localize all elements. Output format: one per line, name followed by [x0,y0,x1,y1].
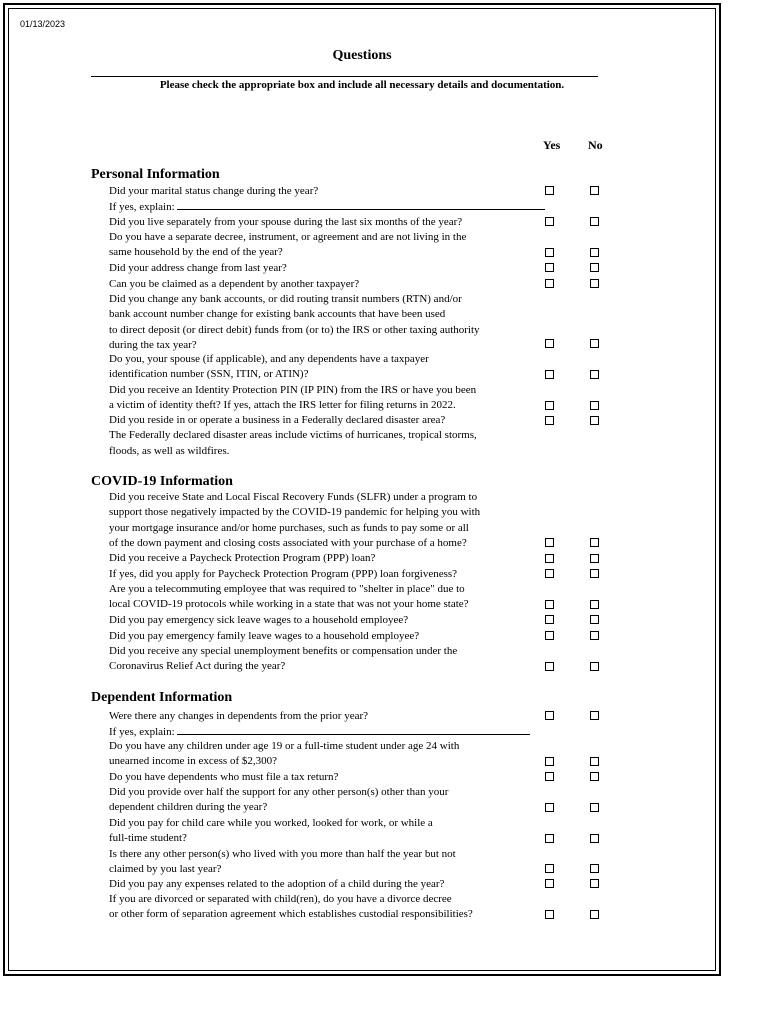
question-text-line: local COVID-19 protocols while working in a state that was not your home state? [109,598,469,611]
no-checkbox-telecommuting[interactable] [590,600,599,609]
question-family-leave [109,629,539,644]
question-text-line: Are you a telecommuting employee that was required to "shelter in place" due to [109,583,465,595]
question-dependents-file-return [109,770,539,785]
yes-checkbox-live-separately[interactable] [545,217,554,226]
section-title-personal: Personal Information [91,167,220,182]
question-claimed-dependent [109,277,539,292]
no-checkbox-divorce-decree[interactable] [590,910,599,919]
question-address-change [109,261,539,276]
question-child-care [109,816,539,847]
question-text-line: Do you have any children under age 19 or a full-time student under age 24 with [109,740,460,752]
no-checkbox-separate-decree[interactable] [590,248,599,257]
print-date: 01/13/2023 [20,19,66,29]
page-title: Questions [332,48,392,63]
yes-checkbox-ppp-forgiveness[interactable] [545,569,554,578]
no-checkbox-family-leave[interactable] [590,631,599,640]
yes-checkbox-dependent-changes[interactable] [545,711,554,720]
question-bank-accounts [109,292,539,353]
question-text-line: full-time student? [109,832,187,845]
yes-checkbox-sick-leave[interactable] [545,615,554,624]
question-text-line: Did you pay any expenses related to the adoption of a child during the year? [109,878,445,890]
question-text-line: a victim of identity theft? If yes, attach the IRS letter for filing returns in 2022. [109,399,456,412]
question-text-line: Do you have a separate decree, instrument, or agreement and are not living in the [109,231,467,243]
question-text-line: dependent children during the year? [109,801,268,814]
yes-column-header: Yes [543,138,561,152]
question-text-line: floods, as well as wildfires. [109,444,230,457]
question-text-line: If yes, did you apply for Paycheck Protection Program (PPP) loan forgiveness? [109,568,458,580]
explain-label: If yes, explain: [109,726,175,738]
question-text-line: Is there any other person(s) who lived with you more than half the year but not [109,848,456,860]
no-checkbox-slfr-funds[interactable] [590,538,599,547]
yes-checkbox-bank-accounts[interactable] [545,339,554,348]
question-text-line: Did your address change from last year? [109,262,287,274]
yes-checkbox-family-leave[interactable] [545,631,554,640]
question-unearned-income [109,739,539,770]
question-telecommuting [109,582,539,613]
question-text-line: support those negatively impacted by the COVID-19 pandemic for helping you with [109,506,481,519]
no-checkbox-over-half-support[interactable] [590,803,599,812]
question-unemployment [109,644,539,675]
title-rule [91,76,598,77]
yes-checkbox-ppp-loan[interactable] [545,554,554,563]
question-text-line: Did you reside in or operate a business in a Federally declared disaster area? [109,414,446,426]
question-adoption-expenses [109,877,539,892]
question-text-line: claimed by you last year? [109,863,222,876]
no-checkbox-address-change[interactable] [590,263,599,272]
yes-checkbox-telecommuting[interactable] [545,600,554,609]
question-text-line: Did you receive an Identity Protection PIN (IP PIN) from the IRS or have you been [109,384,477,396]
yes-checkbox-separate-decree[interactable] [545,248,554,257]
yes-checkbox-slfr-funds[interactable] [545,538,554,547]
no-checkbox-claimed-dependent[interactable] [590,279,599,288]
yes-checkbox-other-person-lived[interactable] [545,864,554,873]
yes-checkbox-claimed-dependent[interactable] [545,279,554,288]
yes-checkbox-ip-pin[interactable] [545,401,554,410]
question-text-line: bank account number change for existing bank accounts that have been used [109,308,446,321]
no-checkbox-disaster-area[interactable] [590,416,599,425]
yes-checkbox-divorce-decree[interactable] [545,910,554,919]
question-text-line: Did you receive any special unemployment benefits or compensation under the [109,645,458,657]
question-text-line: Did you receive a Paycheck Protection Program (PPP) loan? [109,552,376,564]
question-text-line: your mortgage insurance and/or home purchases, such as funds to pay some or all [109,521,469,534]
question-text-line: Did you receive State and Local Fiscal Recovery Funds (SLFR) under a program to [109,491,478,503]
question-text-line: Were there any changes in dependents from the prior year? [109,710,369,722]
yes-checkbox-marital-status[interactable] [545,186,554,195]
question-sick-leave [109,613,539,628]
no-checkbox-dependent-changes[interactable] [590,711,599,720]
yes-checkbox-adoption-expenses[interactable] [545,879,554,888]
yes-checkbox-unemployment[interactable] [545,662,554,671]
explain-field-dependent-changes[interactable] [177,724,530,735]
question-text-line: same household by the end of the year? [109,246,283,259]
question-text-line: Do you have dependents who must file a tax return? [109,771,339,783]
question-text-line: Did you pay emergency family leave wages to a household employee? [109,630,420,642]
explain-label: If yes, explain: [109,201,175,213]
question-text-line: Did you pay for child care while you worked, looked for work, or while a [109,817,433,829]
no-checkbox-ip-pin[interactable] [590,401,599,410]
question-text-line: Can you be claimed as a dependent by another taxpayer? [109,278,360,290]
question-ppp-forgiveness [109,567,539,582]
no-checkbox-unemployment[interactable] [590,662,599,671]
question-text-line: If you are divorced or separated with child(ren), do you have a divorce decree [109,893,452,905]
question-live-separately [109,215,539,230]
no-checkbox-ppp-forgiveness[interactable] [590,569,599,578]
no-checkbox-sick-leave[interactable] [590,615,599,624]
no-checkbox-taxpayer-id[interactable] [590,370,599,379]
yes-checkbox-over-half-support[interactable] [545,803,554,812]
yes-checkbox-child-care[interactable] [545,834,554,843]
question-text-line: Did you live separately from your spouse during the last six months of the year? [109,216,463,228]
question-over-half-support [109,785,539,816]
question-text-line: identification number (SSN, ITIN, or ATIN)? [109,368,309,381]
no-checkbox-dependents-file-return[interactable] [590,772,599,781]
question-disaster-area [109,413,539,459]
question-divorce-decree [109,892,539,923]
explain-line-marital-status [109,199,539,215]
question-marital-status [109,184,539,199]
question-text-line: unearned income in excess of $2,300? [109,755,277,768]
section-title-dependent: Dependent Information [91,690,233,705]
question-other-person-lived [109,847,539,878]
explain-field-marital-status[interactable] [177,199,545,210]
question-text-line: Do you, your spouse (if applicable), and any dependents have a taxpayer [109,353,429,365]
instruction-text: Please check the appropriate box and include all necessary details and documentation. [159,79,565,91]
question-text-line: to direct deposit (or direct debit) funds from (or to) the IRS or other taxing authority [109,323,480,336]
question-text-line: Did your marital status change during the year? [109,185,319,197]
no-checkbox-ppp-loan[interactable] [590,554,599,563]
no-checkbox-adoption-expenses[interactable] [590,879,599,888]
no-checkbox-live-separately[interactable] [590,217,599,226]
explain-line-dependent-changes [109,724,539,740]
no-checkbox-child-care[interactable] [590,834,599,843]
yes-checkbox-taxpayer-id[interactable] [545,370,554,379]
question-text-line: or other form of separation agreement which establishes custodial responsibilities? [109,908,473,921]
yes-checkbox-address-change[interactable] [545,263,554,272]
question-text-line: Coronavirus Relief Act during the year? [109,660,286,673]
question-text-line: The Federally declared disaster areas include victims of hurricanes, tropical storms, [109,429,477,442]
question-text-line: Did you change any bank accounts, or did routing transit numbers (RTN) and/or [109,293,462,305]
question-text-line: Did you provide over half the support for any other person(s) other than your [109,786,449,798]
no-checkbox-unearned-income[interactable] [590,757,599,766]
question-separate-decree [109,230,539,261]
section-title-covid: COVID-19 Information [91,474,233,489]
question-taxpayer-id [109,352,539,383]
yes-checkbox-dependents-file-return[interactable] [545,772,554,781]
no-checkbox-marital-status[interactable] [590,186,599,195]
question-ppp-loan [109,551,539,566]
yes-checkbox-unearned-income[interactable] [545,757,554,766]
no-checkbox-other-person-lived[interactable] [590,864,599,873]
question-text-line: during the tax year? [109,338,197,351]
no-column-header: No [588,138,603,152]
question-text-line: Did you pay emergency sick leave wages to a household employee? [109,614,409,626]
question-dependent-changes [109,709,539,724]
no-checkbox-bank-accounts[interactable] [590,339,599,348]
yes-checkbox-disaster-area[interactable] [545,416,554,425]
question-slfr-funds [109,490,539,551]
question-ip-pin [109,383,539,414]
question-text-line: of the down payment and closing costs associated with your purchase of a home? [109,536,467,549]
